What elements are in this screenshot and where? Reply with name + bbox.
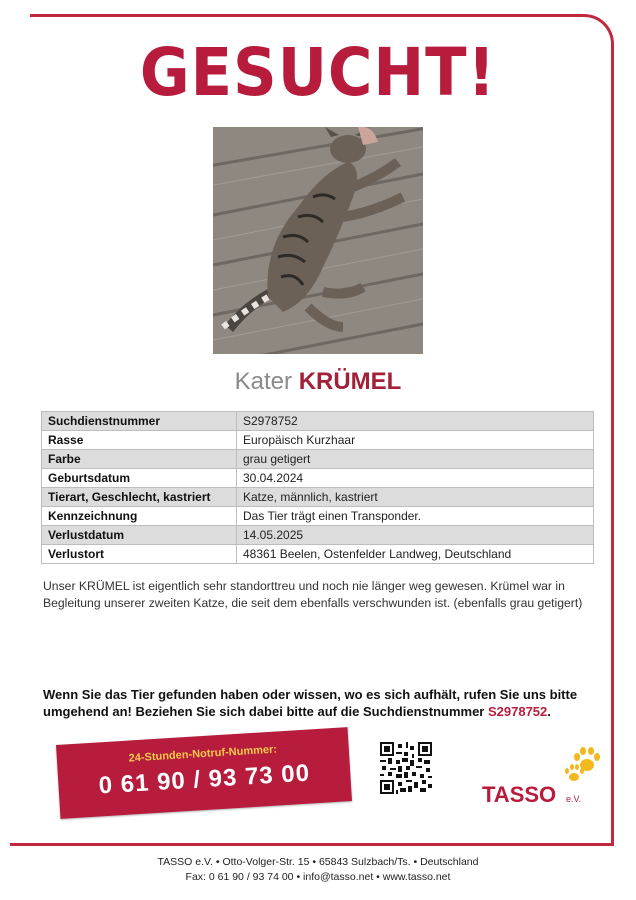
fact-value: S2978752	[237, 412, 594, 431]
fact-value: grau getigert	[237, 450, 594, 469]
table-row	[42, 488, 594, 507]
appeal-body: Wenn Sie das Tier gefunden haben oder wissen, wo es sich aufhält, rufen Sie uns bitte umgehend an! Beziehen Sie sich dabei bitte auf die Suchdienstnummer	[43, 687, 578, 719]
appeal-number: S2978752	[487, 704, 548, 719]
fact-value: 14.05.2025	[237, 526, 594, 545]
footer	[0, 855, 636, 885]
fact-label: Kennzeichnung	[42, 507, 237, 526]
hotline-label: 24-Stunden-Notruf-Nummer:	[128, 743, 278, 765]
table-row	[42, 545, 594, 564]
table-row	[42, 412, 594, 431]
table-row	[42, 450, 594, 469]
fact-value: Das Tier trägt einen Transponder.	[237, 507, 594, 526]
hotline-number[interactable]: 0 61 90 / 93 73 00	[98, 759, 311, 800]
cat-photo-illustration	[213, 127, 423, 354]
qr-code[interactable]	[380, 742, 432, 794]
fact-label: Rasse	[42, 431, 237, 450]
fact-label: Geburtsdatum	[42, 469, 237, 488]
appeal-text	[43, 686, 603, 720]
logo-name: TASSO	[482, 782, 557, 807]
qr-code-icon	[380, 742, 432, 794]
fact-value: Europäisch Kurzhaar	[237, 431, 594, 450]
headline: GESUCHT!	[139, 34, 497, 111]
appeal-end: .	[547, 704, 551, 719]
paw-small-icon	[562, 762, 586, 784]
footer-contact[interactable]: Fax: 0 61 90 / 93 74 00 • info@tasso.net • www.tasso.net	[185, 871, 451, 883]
fact-label: Tierart, Geschlecht, kastriert	[42, 488, 237, 507]
tasso-logo[interactable]	[482, 744, 612, 810]
fact-label: Verlustdatum	[42, 526, 237, 545]
frame-gap	[0, 10, 30, 18]
fact-value: 30.04.2024	[237, 469, 594, 488]
table-row	[42, 507, 594, 526]
table-row	[42, 526, 594, 545]
cat-photo	[213, 127, 423, 354]
table-row	[42, 431, 594, 450]
fact-value: 48361 Beelen, Ostenfelder Landweg, Deutschland	[237, 545, 594, 564]
fact-label: Farbe	[42, 450, 237, 469]
pet-name-value: KRÜMEL	[298, 368, 402, 395]
pet-name	[0, 368, 636, 396]
fact-label: Suchdienstnummer	[42, 412, 237, 431]
table-row	[42, 469, 594, 488]
fact-label: Verlustort	[42, 545, 237, 564]
description: Unser KRÜMEL ist eigentlich sehr standorttreu und noch nie länger weg gewesen. Krümel war in Begleitung unserer zweiten Katze, die seit dem ebenfalls verschwunden ist. (ebenfalls grau getigert)	[43, 579, 583, 610]
footer-address: TASSO e.V. • Otto-Volger-Str. 15 • 65843 Sulzbach/Ts. • Deutschland	[157, 856, 479, 868]
logo-suffix: e.V.	[566, 794, 582, 804]
pet-kind: Kater	[234, 368, 293, 395]
facts-table	[41, 411, 594, 564]
fact-value: Katze, männlich, kastriert	[237, 488, 594, 507]
